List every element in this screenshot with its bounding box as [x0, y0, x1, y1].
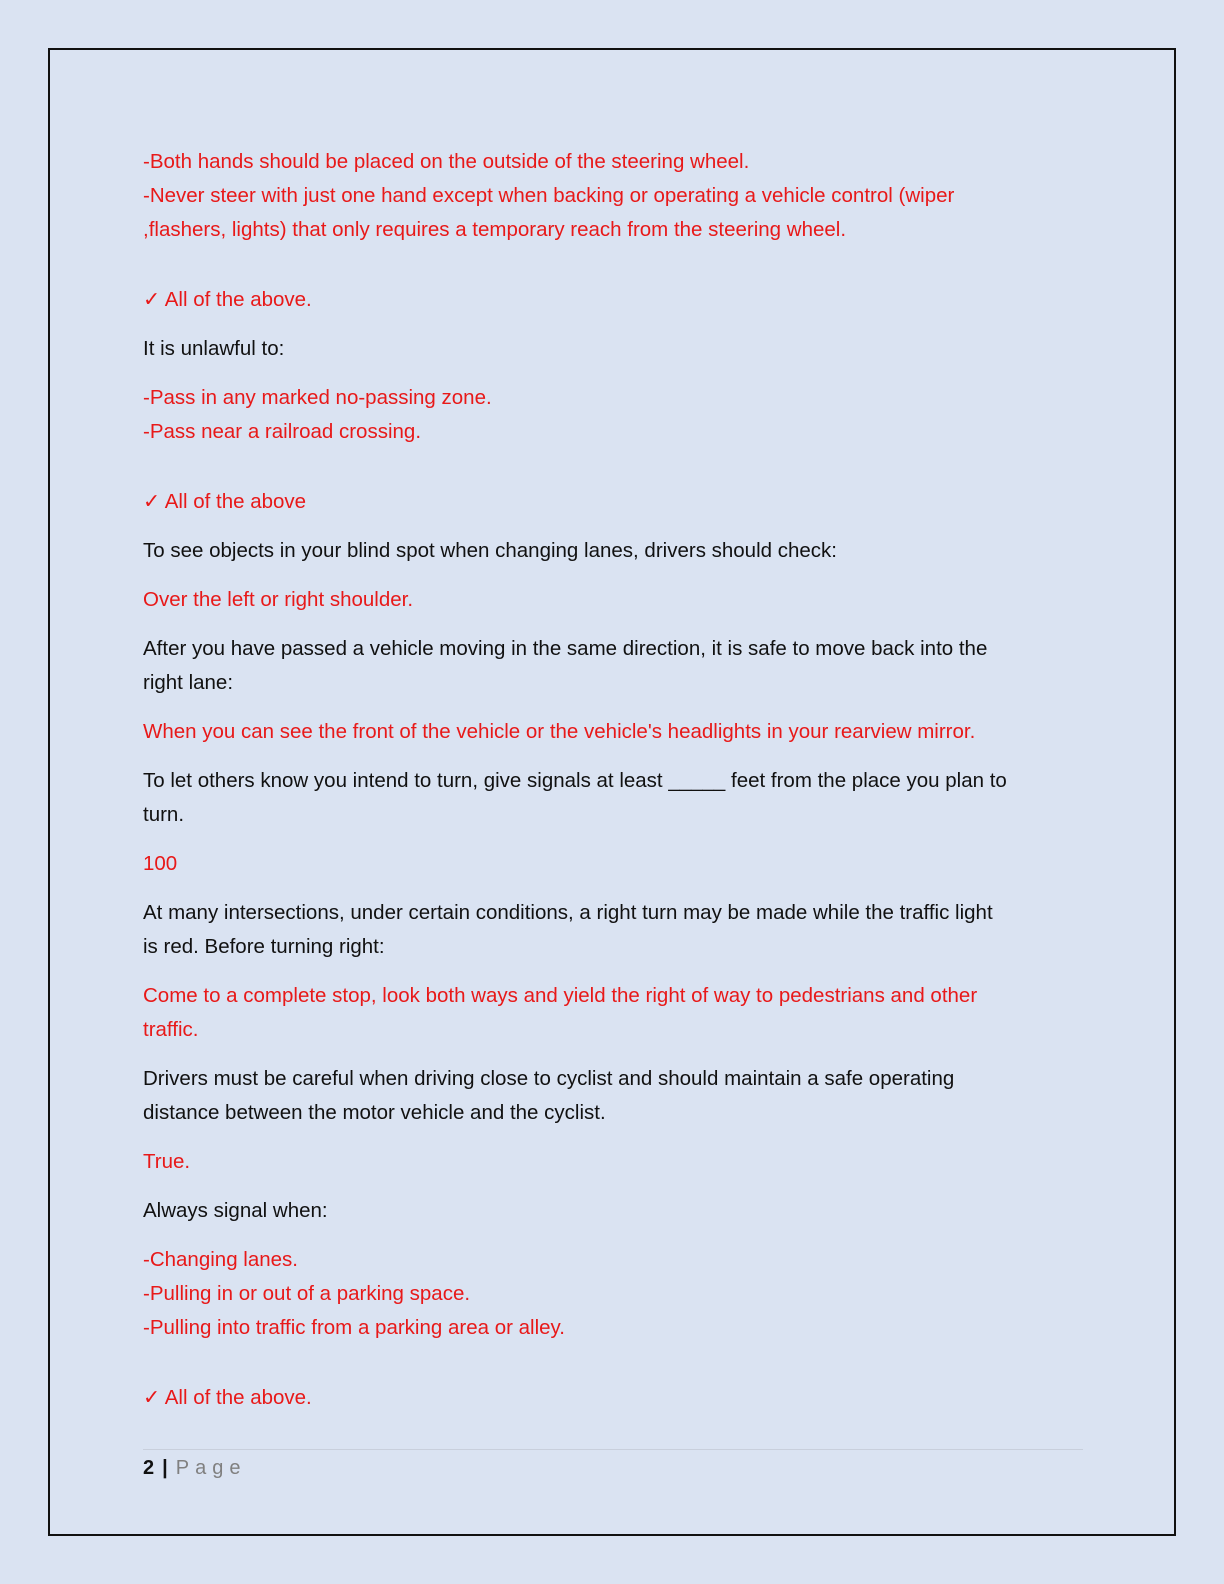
answer: [143, 979, 1083, 1047]
checked-answer: [143, 1381, 1083, 1415]
page-footer: [143, 1454, 246, 1482]
answer: [143, 1145, 1083, 1179]
text-line: -Pass near a railroad crossing.: [143, 420, 422, 443]
text-line: -Changing lanes.: [143, 1248, 298, 1271]
text-line: It is unlawful to:: [143, 337, 285, 360]
text-line: When you can see the front of the vehicle or the vehicle's headlights in your rearview mirror.: [143, 720, 976, 743]
text-line: right lane:: [143, 671, 234, 694]
question: [143, 632, 1083, 700]
answer-block: [143, 145, 1083, 247]
text-line: True.: [143, 1150, 191, 1173]
answer: [143, 847, 1083, 881]
text-line: Drivers must be careful when driving close to cyclist and should maintain a safe operating: [143, 1067, 955, 1090]
answer-block: [143, 1243, 1083, 1345]
page-number: 2: [143, 1457, 155, 1479]
checked-answer: [143, 485, 1083, 519]
question: [143, 1062, 1083, 1130]
text-line: ✓ All of the above: [143, 490, 307, 513]
text-line: ,flashers, lights) that only requires a temporary reach from the steering wheel.: [143, 218, 847, 241]
question: [143, 534, 1083, 568]
page-label: Page: [175, 1457, 247, 1479]
text-line: is red. Before turning right:: [143, 935, 385, 958]
text-line: After you have passed a vehicle moving in the same direction, it is safe to move back into the: [143, 637, 988, 660]
text-line: Always signal when:: [143, 1199, 328, 1222]
answer: [143, 583, 1083, 617]
text-line: Come to a complete stop, look both ways and yield the right of way to pedestrians and other: [143, 984, 978, 1007]
text-line: 100: [143, 852, 178, 875]
footer-divider: [143, 1449, 1083, 1450]
text-line: -Pulling into traffic from a parking area or alley.: [143, 1316, 565, 1339]
footer-separator: |: [162, 1457, 168, 1479]
question: [143, 896, 1083, 964]
text-line: Over the left or right shoulder.: [143, 588, 414, 611]
text-line: -Both hands should be placed on the outside of the steering wheel.: [143, 150, 750, 173]
document-body: [143, 145, 1083, 1415]
answer-block: [143, 381, 1083, 449]
text-line: To let others know you intend to turn, give signals at least _____ feet from the place you plan to: [143, 769, 1007, 792]
text-line: turn.: [143, 803, 185, 826]
text-line: -Pass in any marked no-passing zone.: [143, 386, 492, 409]
text-line: ✓ All of the above.: [143, 288, 312, 311]
text-line: -Never steer with just one hand except when backing or operating a vehicle control (wiper: [143, 184, 955, 207]
answer: [143, 715, 1083, 749]
text-line: distance between the motor vehicle and the cyclist.: [143, 1101, 606, 1124]
question: [143, 764, 1083, 832]
question: [143, 332, 1083, 366]
text-line: traffic.: [143, 1018, 199, 1041]
text-line: To see objects in your blind spot when changing lanes, drivers should check:: [143, 539, 837, 562]
text-line: ✓ All of the above.: [143, 1386, 312, 1409]
text-line: -Pulling in or out of a parking space.: [143, 1282, 471, 1305]
text-line: At many intersections, under certain conditions, a right turn may be made while the traffic light: [143, 901, 993, 924]
question: [143, 1194, 1083, 1228]
checked-answer: [143, 283, 1083, 317]
